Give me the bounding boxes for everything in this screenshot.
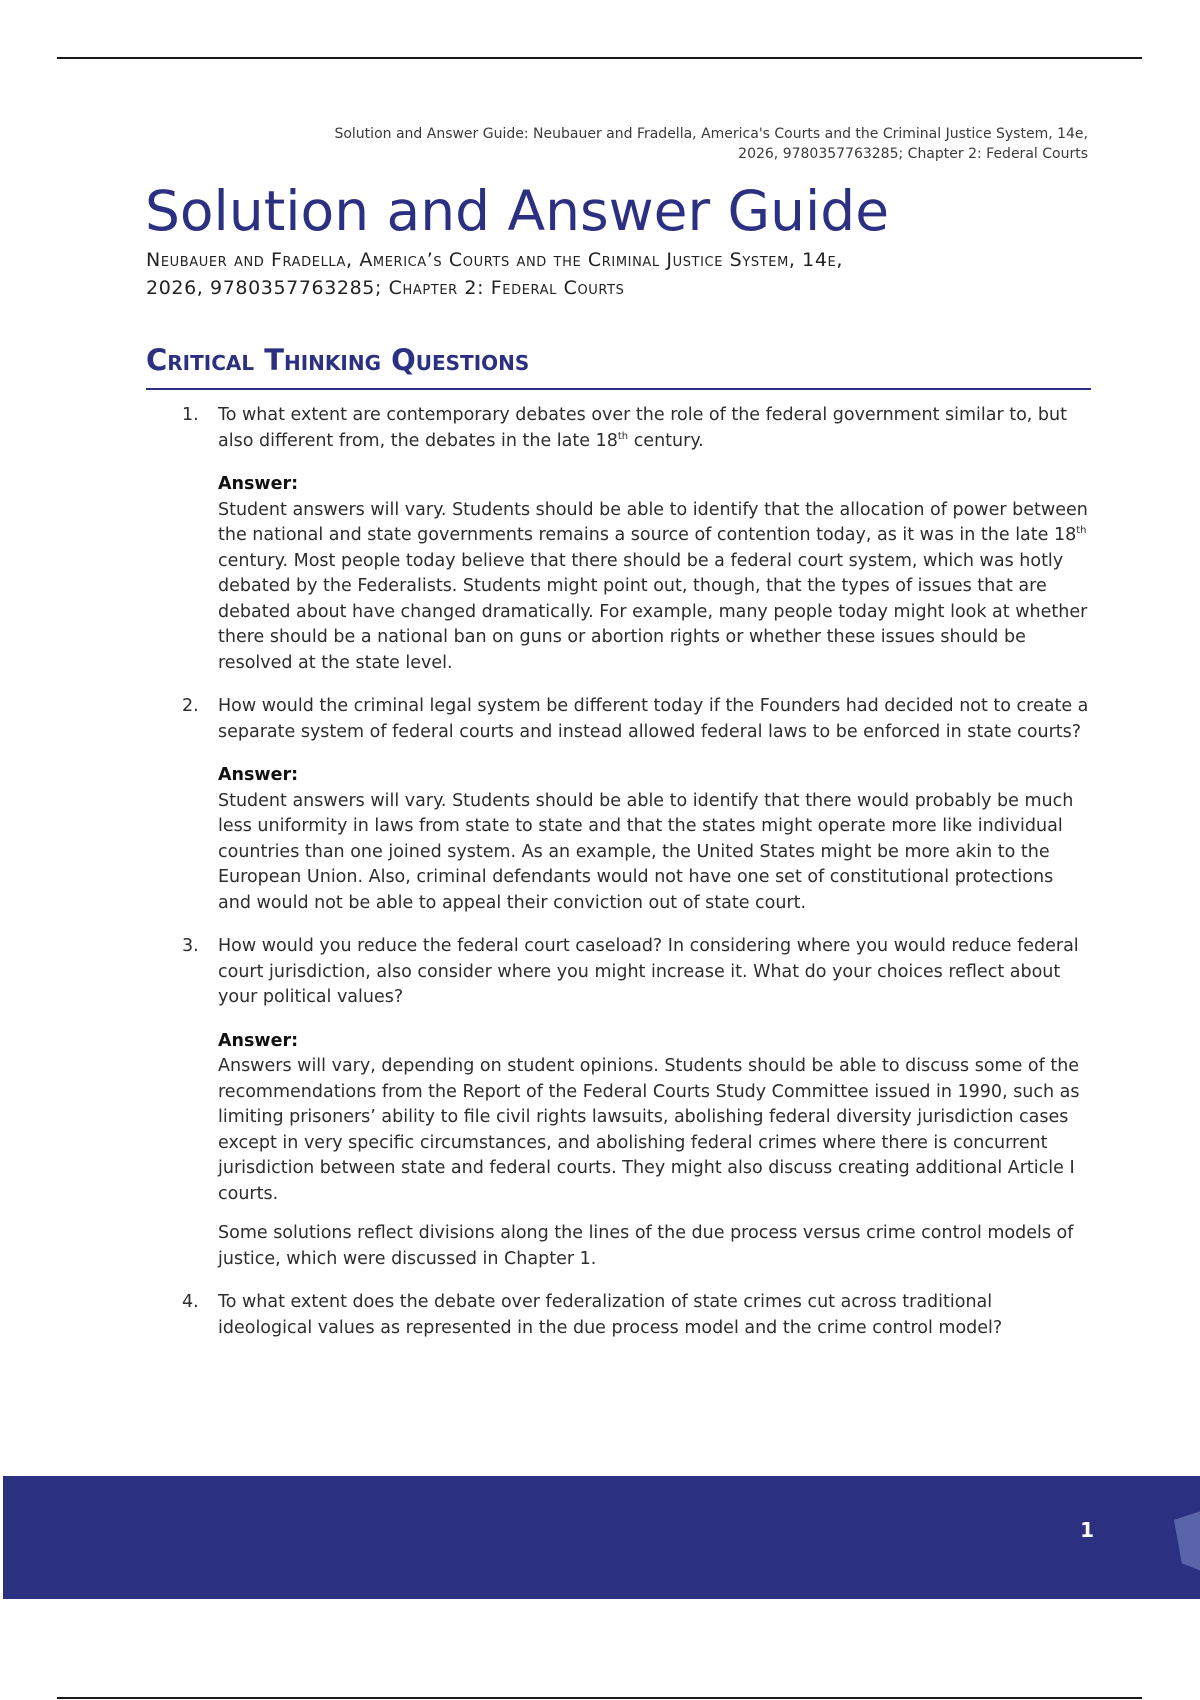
- question-item-1: [146, 403, 1091, 676]
- question-text-part: To what extent are contemporary debates over the role of the federal government similar to, but also different from, the debates in the late 18: [218, 405, 1067, 451]
- question-number: 2.: [182, 696, 199, 716]
- document-title: Solution and Answer Guide: [145, 179, 890, 243]
- answer-text: Answers will vary, depending on student opinions. Students should be able to discuss some of the recommendations from the Report of the Federal Courts Study Committee issued in 1990, such as limiting prisoners’ ability to file civil rights lawsuits, abolishing federal diversity jurisdiction cases except in very specific circumstances, and abolishing federal crimes where there is concurrent jurisdiction between state and federal courts. They might also discuss creating additional Article I courts.: [218, 1056, 1080, 1204]
- bottom-rule: [57, 1697, 1142, 1699]
- footer-accent-shape: [1174, 1510, 1200, 1572]
- question-item-3: [146, 934, 1091, 1272]
- superscript: th: [617, 430, 629, 442]
- question-item-4: [146, 1290, 1091, 1341]
- section-heading: Critical Thinking Questions: [146, 340, 1091, 390]
- subtitle-line-1: Neubauer and Fradella, America’s Courts and the Criminal Justice System, 14e,: [146, 249, 843, 271]
- running-header-line-2: 2026, 9780357763285; Chapter 2: Federal Courts: [738, 146, 1088, 162]
- page-number: 1: [1080, 1518, 1094, 1542]
- question-text: How would the criminal legal system be different today if the Founders had decided not to create a separate system of federal courts and instead allowed federal laws to be enforced in state courts?: [218, 696, 1089, 742]
- answer-text-continued: Some solutions reflect divisions along the lines of the due process versus crime control models of justice, which were discussed in Chapter 1.: [218, 1223, 1074, 1269]
- question-number: 3.: [182, 936, 199, 956]
- superscript: th: [1076, 525, 1087, 537]
- running-header: [208, 124, 1088, 164]
- question-number: 4.: [182, 1292, 199, 1312]
- question-text: To what extent does the debate over federalization of state crimes cut across traditional ideological values as represented in the due process model and the crime control model?: [218, 1292, 1003, 1338]
- answer-label: Answer:: [218, 765, 299, 785]
- question-text: [218, 403, 1091, 454]
- subtitle-line-2: 2026, 9780357763285; Chapter 2: Federal Courts: [146, 277, 625, 299]
- answer-text: [218, 498, 1091, 677]
- answer-label: Answer:: [218, 474, 299, 494]
- answer-label: Answer:: [218, 1030, 299, 1051]
- question-number: 1.: [182, 405, 199, 425]
- answer-text-part: Student answers will vary. Students should be able to identify that the allocation of power between the national and state governments remains a source of contention today, as it was in the late 18: [218, 499, 1088, 545]
- question-list: [146, 403, 1091, 1359]
- question-item-2: [146, 694, 1091, 916]
- question-text: How would you reduce the federal court caseload? In considering where you would reduce federal court jurisdiction, also consider where you might increase it. What do your choices reflect about your political values?: [218, 936, 1079, 1007]
- running-header-line-1: Solution and Answer Guide: Neubauer and Fradella, America's Courts and the Criminal Justice System, 14e,: [334, 126, 1088, 142]
- answer-text-part: century. Most people today believe that there should be a federal court system, which was hotly debated by the Federalists. Students might point out, though, that the types of issues that are debated about have changed dramatically. For example, many people today might look at whether there should be a national ban on guns or abortion rights or whether these issues should be resolved at the state level.: [218, 550, 1088, 673]
- question-text-part: century.: [628, 430, 704, 451]
- top-rule: [57, 57, 1142, 59]
- document-subtitle: [146, 246, 1096, 302]
- answer-text: Student answers will vary. Students should be able to identify that there would probably be much less uniformity in laws from state to state and that the states might operate more like individual countries than one joined system. As an example, the United States might be more akin to the European Union. Also, criminal defendants would not have one set of constitutional protections and would not be able to appeal their conviction out of state court.: [218, 790, 1074, 913]
- footer-band: [3, 1476, 1200, 1599]
